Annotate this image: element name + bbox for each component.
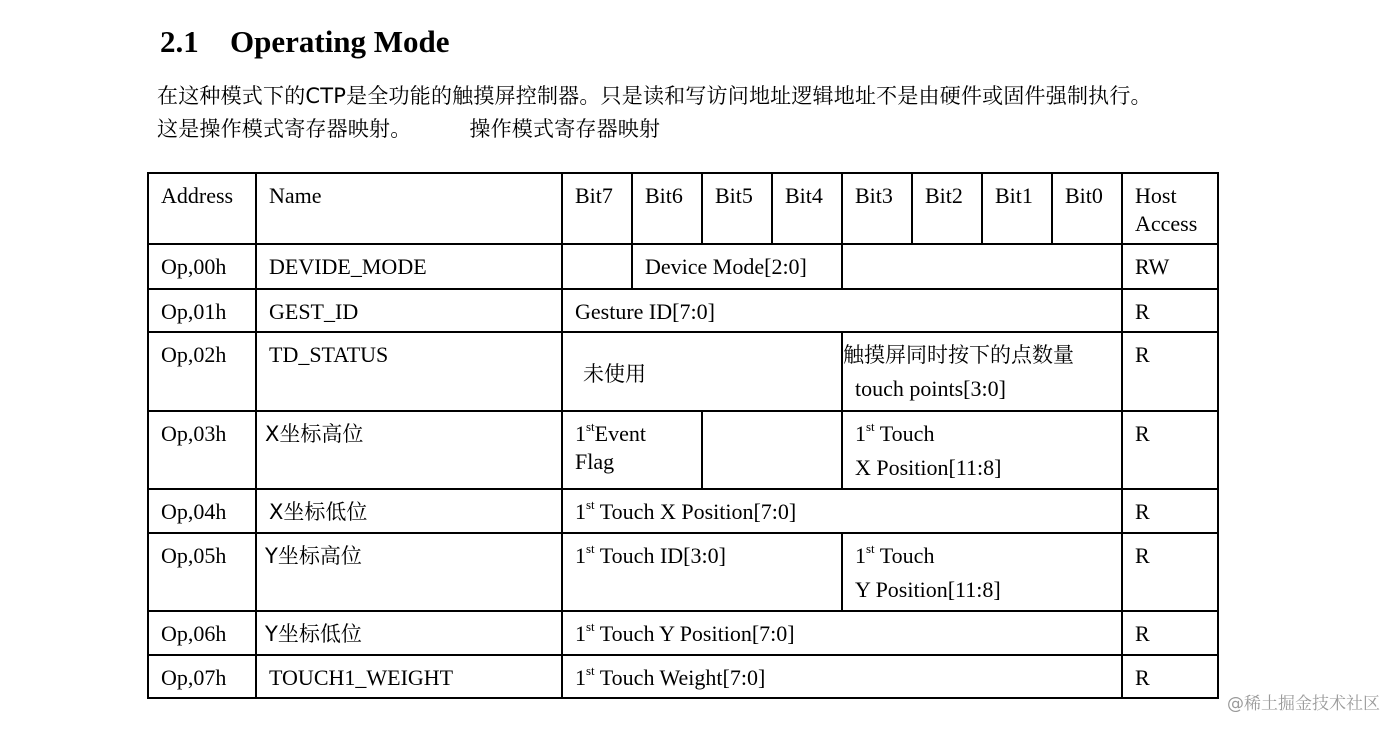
- table-row: [148, 332, 1218, 411]
- row-field-line-1: Event: [594, 421, 646, 446]
- row-access: R: [1122, 332, 1218, 411]
- row-field-text: Touch ID[3:0]: [594, 543, 726, 568]
- row-access: R: [1122, 489, 1218, 533]
- header-bit4: Bit4: [772, 173, 842, 244]
- row-address: Op,03h: [148, 411, 256, 489]
- row-address: Op,07h: [148, 655, 256, 698]
- row-field: [562, 489, 1122, 533]
- ordinal-number: 1: [575, 621, 586, 646]
- table-row: [148, 489, 1218, 533]
- row-name: [256, 489, 562, 533]
- row-field-2: [842, 332, 1122, 411]
- table-row: [148, 611, 1218, 655]
- ordinal-number: 1: [575, 665, 586, 690]
- table-row: [148, 244, 1218, 289]
- row-access: R: [1122, 611, 1218, 655]
- row-field-2-line-2: touch points[3:0]: [855, 376, 1006, 401]
- row-field-text: Touch X Position[7:0]: [594, 499, 797, 524]
- row-field-text: Touch Y Position[7:0]: [594, 621, 795, 646]
- header-access: Access: [1135, 211, 1198, 236]
- ordinal-number: 1: [855, 543, 866, 568]
- row-access: R: [1122, 533, 1218, 611]
- header-bit3: Bit3: [842, 173, 912, 244]
- ordinal-suffix: st: [586, 418, 595, 434]
- table-row: [148, 411, 1218, 489]
- row-empty-cell: [562, 244, 632, 289]
- row-access: R: [1122, 655, 1218, 698]
- row-name-text: X坐标高位: [265, 422, 364, 446]
- ordinal-suffix: st: [866, 418, 875, 434]
- row-address: Op,02h: [148, 332, 256, 411]
- ordinal-number: 1: [575, 543, 586, 568]
- intro-line-2-caption: 操作模式寄存器映射: [469, 117, 661, 141]
- row-name: [256, 611, 562, 655]
- row-access: R: [1122, 411, 1218, 489]
- row-field-line-2: Flag: [575, 449, 615, 474]
- ordinal-suffix: st: [586, 618, 595, 634]
- section-title: Operating Mode: [230, 24, 450, 59]
- row-field: Device Mode[2:0]: [632, 244, 842, 289]
- ordinal-number: 1: [575, 421, 586, 446]
- row-field: [562, 533, 842, 611]
- ordinal-suffix: st: [586, 540, 595, 556]
- row-field-2-line-2: Y Position[11:8]: [855, 577, 1001, 602]
- row-address: Op,01h: [148, 289, 256, 332]
- table-header-row: [148, 173, 1218, 244]
- row-empty-cell: [702, 411, 842, 489]
- header-bit5: Bit5: [702, 173, 772, 244]
- register-map-table: [147, 172, 1219, 699]
- ordinal-number: 1: [575, 499, 586, 524]
- header-bit2: Bit2: [912, 173, 982, 244]
- row-name-text: Y坐标低位: [265, 622, 362, 646]
- row-address: Op,05h: [148, 533, 256, 611]
- ordinal-suffix: st: [586, 662, 595, 678]
- header-name: Name: [256, 173, 562, 244]
- intro-line-2-text: 这是操作模式寄存器映射。: [157, 117, 412, 141]
- row-field: [562, 332, 842, 411]
- row-field: Gesture ID[7:0]: [562, 289, 1122, 332]
- row-field-2-line-1: 触摸屏同时按下的点数量: [843, 343, 1074, 367]
- row-field-2-line-1: Touch: [874, 421, 935, 446]
- ordinal-suffix: st: [586, 496, 595, 512]
- row-name: [256, 533, 562, 611]
- ordinal-number: 1: [855, 421, 866, 446]
- row-address: Op,00h: [148, 244, 256, 289]
- header-address: Address: [148, 173, 256, 244]
- row-field-text: Touch Weight[7:0]: [594, 665, 766, 690]
- row-access: RW: [1122, 244, 1218, 289]
- section-number: 2.1: [160, 24, 199, 59]
- intro-line-1: 在这种模式下的CTP是全功能的触摸屏控制器。只是读和写访问地址逻辑地址不是由硬件或固件强制执行。: [157, 84, 1152, 108]
- row-address: Op,04h: [148, 489, 256, 533]
- row-name: [256, 411, 562, 489]
- row-field: [562, 655, 1122, 698]
- section-heading: [160, 24, 450, 60]
- row-field: [562, 611, 1122, 655]
- header-host: Host: [1135, 183, 1177, 208]
- row-name: GEST_ID: [256, 289, 562, 332]
- watermark: @稀土掘金技术社区: [1227, 694, 1380, 714]
- row-access: R: [1122, 289, 1218, 332]
- row-name-text: X坐标低位: [269, 500, 368, 524]
- row-field-text: 未使用: [583, 361, 646, 386]
- row-address: Op,06h: [148, 611, 256, 655]
- header-bit1: Bit1: [982, 173, 1052, 244]
- row-field-2: [842, 411, 1122, 489]
- intro-line-2: [157, 113, 660, 143]
- row-field-2-line-1: Touch: [874, 543, 935, 568]
- table-row: [148, 655, 1218, 698]
- row-field-2-line-2: X Position[11:8]: [855, 455, 1002, 480]
- row-empty-cell: [842, 244, 1122, 289]
- header-host-access: [1122, 173, 1218, 244]
- header-bit6: Bit6: [632, 173, 702, 244]
- row-name: TOUCH1_WEIGHT: [256, 655, 562, 698]
- row-field-2: [842, 533, 1122, 611]
- row-name-text: Y坐标高位: [265, 544, 362, 568]
- ordinal-suffix: st: [866, 540, 875, 556]
- table-row: [148, 289, 1218, 332]
- row-name: DEVIDE_MODE: [256, 244, 562, 289]
- row-name: TD_STATUS: [256, 332, 562, 411]
- row-field: [562, 411, 702, 489]
- header-bit7: Bit7: [562, 173, 632, 244]
- table-row: [148, 533, 1218, 611]
- header-bit0: Bit0: [1052, 173, 1122, 244]
